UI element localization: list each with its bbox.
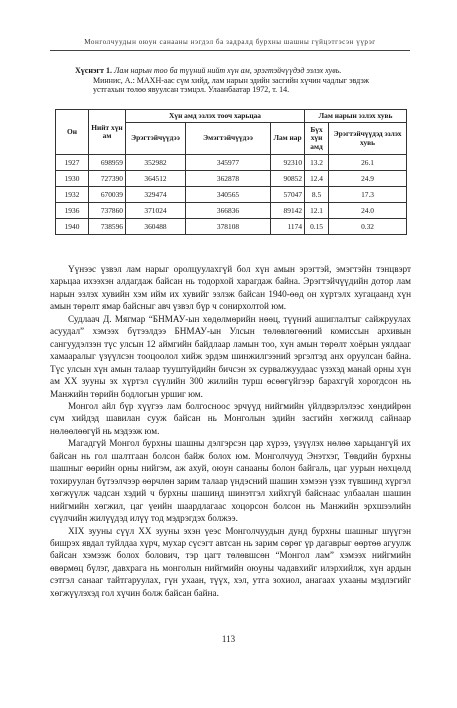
header-total-population: Нийт хүн ам	[89, 110, 126, 155]
cell-total: 698959	[89, 155, 126, 171]
cell-male: 352982	[126, 155, 186, 171]
header-year: Он	[56, 110, 89, 155]
cell-male: 371024	[126, 203, 186, 219]
cell-year: 1940	[56, 219, 89, 235]
cell-female: 366836	[186, 203, 271, 219]
cell-male: 329474	[126, 187, 186, 203]
cell-total: 670039	[89, 187, 126, 203]
cell-male: 360488	[126, 219, 186, 235]
cell-lamas: 57047	[271, 187, 305, 203]
caption-label: Хүснэгт 1.	[75, 66, 112, 75]
cell-male: 364512	[126, 171, 186, 187]
table-caption	[75, 66, 385, 95]
cell-total: 737860	[89, 203, 126, 219]
cell-pct-male: 24.9	[329, 171, 407, 187]
header-female: Эмэгтэйчүүдээ	[186, 123, 271, 155]
cell-lamas: 89142	[271, 203, 305, 219]
running-head: Монголчуудын оюун санааны нэгдэл ба задралд бурхны шашны гүйцэтгэсэн үүрэг	[84, 38, 376, 46]
cell-pct-male: 0.32	[329, 219, 407, 235]
cell-year: 1930	[56, 171, 89, 187]
caption-title: Лам нарын тоо ба түүний нийт хүн ам, эрэгтэйчүүдэд эзлэх хувь.	[113, 66, 342, 75]
paragraph: Үүнээс үзвэл лам нарыг оролцуулахгүй бол хүн амын эрэгтэй, эмэгтэйн тэнцвэрт харьцаа ихээхэн алдагдаж байсан нь тодорхой харагдаж байна. Эрэгтэйчүүдийн дотор лам нарын эзлэх хувийн хэм ийм их хувийг эзлэж байсан 1940-өөд он хүртэлх хугацаанд хүн амын төрөлт ямар байсныг авч үзвэл бүр ч сонирхолтой юм.	[50, 264, 411, 312]
header-pct-total: Бүх хүн амд	[305, 123, 329, 155]
cell-pct-total: 12.1	[305, 203, 329, 219]
header-pct-male: Эрэгтэйчүүдэд эзлэх хувь	[329, 123, 407, 155]
cell-year: 1936	[56, 203, 89, 219]
cell-female: 345977	[186, 155, 271, 171]
cell-total: 727390	[89, 171, 126, 187]
paragraph: XIX зууны сүүл XX зууны эхэн үеэс Монголчуудын дунд бурхны шашныг шүүгэн бишрэх явдал туйлдаа хүрч, мухар сүсэгт автсан нь зарим сөрөг үр дагаврыг өөртөө агуулж байсан хэмээж болох болович, тэр цагт төлөвшсөн “Монгол лам” хэмээх нийгмийн өвөрмөц бүлэг, давхрага нь монголын нийгмийн оюуны чадавхийг илэрхийлж, хүн ардын сэтгэл санааг тайтгаруулах, гүн ухаан, түүх, хэл, утга зохиол, анагаах ухааны мэдлэгийг хөгжүүлэхэд гол хүчин болж байсан байна.	[50, 525, 411, 598]
cell-pct-male: 24.0	[329, 203, 407, 219]
header-group-lama-share: Лам нарын эзлэх хувь	[305, 110, 407, 123]
cell-lamas: 90852	[271, 171, 305, 187]
caption-source-line-1: Миннис, А.: МАХН-аас сүм хийд, лам нарын эдийн засгийн хүчин чадлыг эвдэж	[93, 75, 370, 85]
caption-source-line-2: устгахын төлөө явуулсан тэмцэл. Улаанбаатар 1972, т. 14.	[93, 85, 290, 95]
population-table	[55, 109, 407, 235]
cell-pct-total: 12.4	[305, 171, 329, 187]
cell-lamas: 1174	[271, 219, 305, 235]
table-row	[56, 155, 407, 171]
cell-female: 378108	[186, 219, 271, 235]
cell-lamas: 92310	[271, 155, 305, 171]
cell-total: 738596	[89, 219, 126, 235]
table-row	[56, 203, 407, 219]
cell-pct-male: 26.1	[329, 155, 407, 171]
header-male: Эрэгтэйчүүдээ	[126, 123, 186, 155]
page-number: 113	[221, 634, 236, 644]
table-row	[56, 187, 407, 203]
header-lamas: Лам нар	[271, 123, 305, 155]
paragraph: Монгол айл бүр хүүгээ лам болгосноос эрчүүд нийгмийн үйлдвэрлэлээс хөндийрөн сүм хийдэд шавилан сууж байсан нь Монголын эдийн засгийн хөгжилд сайнаар нөлөөлөөгүй нь мэдээж юм.	[50, 400, 411, 436]
paragraph: Судлаач Д. Мягмар “БНМАУ-ын хөдөлмөрийн нөөц, түүний ашиглалтыг сайжруулах асуудал” хэмээх бүтээлдээ БНМАУ-ын Улсын төлөвлөгөөний комиссын архивын сангуудэлзэн түс улсын 12 аймгийн байдлаар ламын тоо, хүн амын төрөлт хоёрын уялдааг хамааралыг үзүүлсэн тооцоолол хийж эрдэм шинжилгээний эргэлтэд анх оруулсан байна. Түс улсын хүн амын талаар тууштуйдийн бичсэн эх сурвалжуудаас үзэхэд манай орны хүн ам XX зууны эх хүртэл сүүлийн 300 жилийн турш өсөөгүйгээр барахгүй хорогдсон нь Манжийн төрийн бодлогын уршиг юм.	[50, 313, 411, 399]
cell-year: 1932	[56, 187, 89, 203]
table-row	[56, 171, 407, 187]
cell-female: 362878	[186, 171, 271, 187]
paragraph: Магадгүй Монгол бурхны шашны дэлгэрсэн цар хүрээ, үзүүлэх нөлөө харьцангүй их байсан нь гол шалтгаан болсон байж болох юм. Монголчууд Энэтхэг, Төвдийн бурхны шашныг өөрийн орны нийгэм, аж ахуй, оюун санааны болон байгаль, цаг уурын нөхцөлд тохируулан бүтээлчээр өөрчлөн зарим талаар үндэсний шашин хэмээн үзэх түвшинд хүргэл хөгжүүлж чадсан хэдий ч бурхны шашинд шинэтгэл хийхгүй байснаас улбаалан шашин нийгмийн хөгжил, цаг үеийн шаардлагаас хоцорсон болсон нь Манжийн эрхшээлийн сүүлчийн жилүүдэд илүү тод мэдрэгдэх болжээ.	[50, 438, 411, 524]
cell-pct-total: 8.5	[305, 187, 329, 203]
table-row	[56, 219, 407, 235]
cell-pct-total: 0.15	[305, 219, 329, 235]
header-rule	[50, 50, 410, 51]
cell-pct-total: 13.2	[305, 155, 329, 171]
header-group-population-ratio: Хүн амд эзлэх тооч харьцаа	[126, 110, 305, 123]
cell-female: 340565	[186, 187, 271, 203]
cell-pct-male: 17.3	[329, 187, 407, 203]
body-text	[50, 263, 411, 599]
cell-year: 1927	[56, 155, 89, 171]
